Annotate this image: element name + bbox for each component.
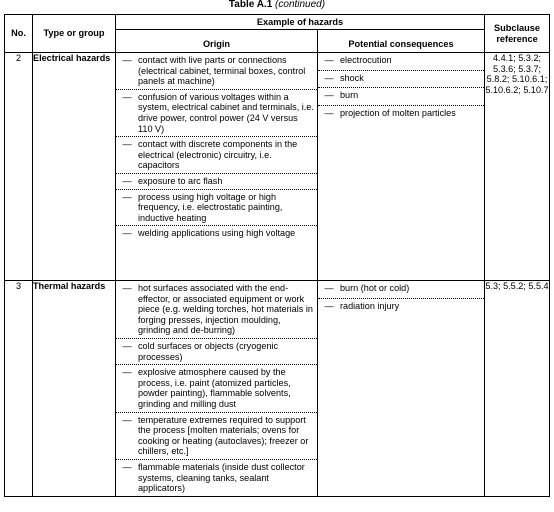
list-item: — cold surfaces or objects (cryogenic processes) [116,339,317,365]
row-number: 2 [5,53,33,281]
list-item: — hot surfaces associated with the end-effector, or associated equipment or work piece (e.g. welding torches, hot materials in forging presses, injection moulding, grinding and de-burring) [116,281,317,339]
header-origin: Origin [116,30,318,53]
table-row [5,281,550,497]
list-item: — exposure to arc flash [116,174,317,190]
header-no: No. [5,15,33,53]
list-item: — burn (hot or cold) [318,281,484,299]
subclause-reference: 4.4.1; 5.3.2; 5.3.6; 5.3.7; 5.8.2; 5.10.6.1; 5.10.6.2; 5.10.7 [485,53,550,281]
list-item: — confusion of various voltages within a system, electrical cabinet and terminals, i.e. drive power, control power (24 V versus 110 V) [116,90,317,137]
list-item: — shock [318,71,484,89]
hazards-table [4,14,550,497]
row-group: Electrical hazards [33,53,116,281]
origin-list [116,53,318,281]
header-type: Type or group [33,15,116,53]
list-item: — temperature extremes required to support the process [molten materials; ovens for cooking or heating (autoclaves); freezer or chillers, etc.] [116,413,317,460]
table-row [5,53,550,281]
header-subclause: Subclause reference [485,15,550,53]
list-item: — radiation injury [324,300,400,311]
list-item: — contact with live parts or connections (electrical cabinet, terminal boxes, control panels at machine) [116,53,317,90]
list-item: — contact with discrete components in the electrical (electronic) circuitry, i.e. capacitors [116,137,317,174]
list-item: — projection of molten particles [324,107,456,118]
header-consequences: Potential consequences [318,30,485,53]
table-caption [0,0,554,12]
list-item: — electrocution [318,53,484,71]
list-item: — process using high voltage or high frequency, i.e. electrostatic painting, inductive heating [116,190,317,227]
consequence-list [318,281,485,497]
table-continued-note: (continued) [275,0,326,10]
subclause-reference: 5.3; 5.5.2; 5.5.4 [485,281,550,497]
list-item: — flammable materials (inside dust collector systems, cleaning tanks, sealant applicators) [122,461,305,494]
list-item: — explosive atmosphere caused by the process, i.e. paint (atomized particles, powder painting), flammable solvents, grinding and milling dust [116,365,317,412]
row-number: 3 [5,281,33,497]
origin-list [116,281,318,497]
row-group: Thermal hazards [33,281,116,497]
list-item: — burn [318,88,484,106]
consequence-list [318,53,485,281]
list-item: — welding applications using high voltage [122,228,296,239]
header-example: Example of hazards [116,15,485,30]
table-label: Table A.1 [228,0,273,10]
